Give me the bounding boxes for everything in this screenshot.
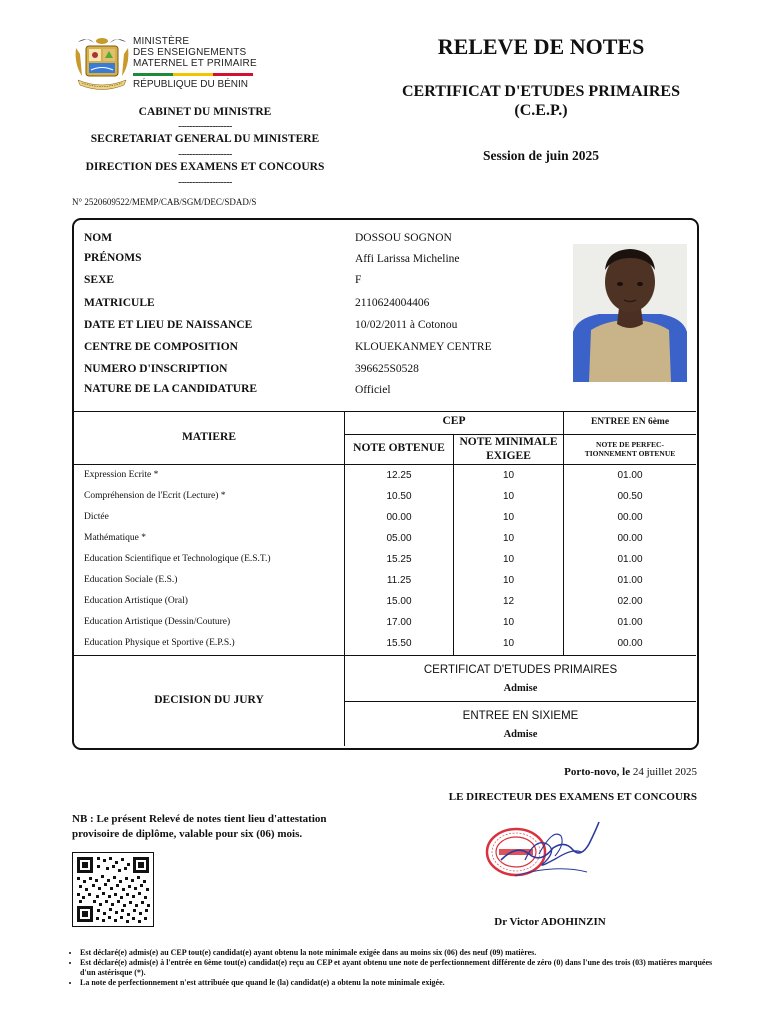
divider <box>73 464 696 465</box>
field-value-inscription: 396625S0528 <box>355 363 419 375</box>
perf-score-value: 01.00 <box>617 470 643 481</box>
divider <box>345 701 696 702</box>
subject-name: Expression Ecrite * <box>84 470 159 480</box>
place-prefix: Porto-novo, le <box>564 766 631 778</box>
header-matiere: MATIERE <box>181 431 237 443</box>
separator: ------------------- <box>178 149 232 160</box>
director-name: Dr Victor ADOHINZIN <box>494 916 606 928</box>
header-line: TIONNEMENT OBTENUE <box>584 449 676 458</box>
field-label-inscription: NUMERO D'INSCRIPTION <box>84 363 228 375</box>
header-note-obtenue: NOTE OBTENUE <box>353 442 445 454</box>
header-line: NOTE DE PERFEC- <box>596 440 664 449</box>
field-value-sexe: F <box>355 274 362 286</box>
certificate-title-line: (C.E.P.) <box>514 102 568 119</box>
republic-name: RÉPUBLIQUE DU BÉNIN <box>133 79 249 90</box>
score-value: 15.00 <box>386 596 412 607</box>
min-score-value: 10 <box>502 554 515 565</box>
certificate-title-line: CERTIFICAT D'ETUDES PRIMAIRES <box>401 83 680 100</box>
decision-label: DECISION DU JURY <box>154 694 264 706</box>
field-value-candidature: Officiel <box>355 384 391 396</box>
divider <box>73 411 696 412</box>
decision-sixth-result: Admise <box>503 729 538 740</box>
min-score-value: 10 <box>502 617 515 628</box>
divider <box>73 655 696 656</box>
footnotes-list <box>66 948 720 988</box>
ministry-line: MINISTÈRE <box>133 36 190 47</box>
decision-sixth-title: ENTREE EN SIXIEME <box>462 710 579 722</box>
min-score-value: 10 <box>502 512 515 523</box>
coat-of-arms-logo <box>72 34 132 92</box>
perf-score-value: 00.00 <box>617 512 643 523</box>
header-note-minimale <box>454 435 563 463</box>
subject-name: Education Artistique (Oral) <box>84 596 188 606</box>
min-score-value: 12 <box>502 596 515 607</box>
ministry-name <box>133 36 257 69</box>
score-value: 15.50 <box>386 638 412 649</box>
flag-green <box>133 73 173 76</box>
session-label: Session de juin 2025 <box>483 148 599 163</box>
score-value: 15.25 <box>386 554 412 565</box>
director-title: LE DIRECTEUR DES EXAMENS ET CONCOURS <box>448 791 697 803</box>
header-cep: CEP <box>442 415 466 427</box>
footnote-item: • Est déclaré(e) admis(e) à l'entrée en 6ème tout(e) candidat(e) reçu au CEP et ayant obtenu une note de perfectionnement différente de zéro (0) dans l'une des trois (03) matières marquées d'un astérisque (*). <box>80 958 720 978</box>
min-score-value: 10 <box>502 470 515 481</box>
separator: ------------------- <box>178 121 232 132</box>
field-label-naissance: DATE ET LIEU DE NAISSANCE <box>84 319 253 331</box>
nb-note <box>72 812 372 842</box>
reference-number: N° 2520609522/MEMP/CAB/SGM/DEC/SDAD/S <box>72 197 257 207</box>
min-score-value: 10 <box>502 638 515 649</box>
document-title: RELEVE DE NOTES <box>437 34 645 59</box>
score-value: 05.00 <box>386 533 412 544</box>
subject-name: Education Scientifique et Technologique (E.S.T.) <box>84 554 271 564</box>
subject-name: Mathématique * <box>84 533 146 543</box>
field-value-centre: KLOUEKANMEY CENTRE <box>355 341 492 353</box>
min-score-value: 10 <box>502 491 515 502</box>
footnote-item: • La note de perfectionnement n'est attribuée que quand le (la) candidat(e) a obtenu la note minimale exigée. <box>80 978 720 988</box>
footnote-item: • Est déclaré(e) admis(e) au CEP tout(e) candidat(e) ayant obtenu la note minimale exigée dans au moins six (06) des neuf (09) matières. <box>80 948 720 958</box>
field-label-prenoms: PRÉNOMS <box>84 252 142 264</box>
field-value-prenoms: Affi Larissa Micheline <box>355 253 460 265</box>
score-value: 12.25 <box>386 470 412 481</box>
field-label-candidature: NATURE DE LA CANDIDATURE <box>84 383 258 395</box>
flag-stripe <box>133 73 253 76</box>
header-line: NOTE MINIMALE <box>459 436 558 448</box>
subject-name: Education Physique et Sportive (E.P.S.) <box>84 638 235 648</box>
score-value: 11.25 <box>386 575 412 586</box>
header-line: EXIGEE <box>486 450 531 462</box>
subject-name: Dictée <box>84 512 109 522</box>
subject-name: Education Sociale (E.S.) <box>84 575 178 585</box>
field-value-naissance: 10/02/2011 à Cotonou <box>355 319 458 331</box>
field-label-centre: CENTRE DE COMPOSITION <box>84 341 238 353</box>
subject-name: Compréhension de l'Ecrit (Lecture) * <box>84 491 226 501</box>
decision-cep-result: Admise <box>503 683 538 694</box>
field-value-nom: DOSSOU SOGNON <box>355 232 452 244</box>
separator: ------------------- <box>178 177 232 188</box>
place-and-date <box>520 766 697 778</box>
field-value-matricule: 2110624004406 <box>355 297 430 309</box>
perf-score-value: 01.00 <box>617 617 643 628</box>
score-value: 00.00 <box>386 512 412 523</box>
score-value: 10.50 <box>386 491 412 502</box>
flag-red <box>213 73 253 76</box>
perf-score-value: 01.00 <box>617 575 643 586</box>
header-entree-6eme: ENTREE EN 6ème <box>590 417 670 427</box>
perf-score-value: 00.00 <box>617 638 643 649</box>
signature-date: 24 juillet 2025 <box>632 766 697 778</box>
direction-heading: DIRECTION DES EXAMENS ET CONCOURS <box>85 161 325 173</box>
field-label-nom: NOM <box>84 232 113 244</box>
min-score-value: 10 <box>502 533 515 544</box>
perf-score-value: 00.00 <box>617 533 643 544</box>
ministry-line: MATERNEL ET PRIMAIRE <box>133 58 257 69</box>
ministry-line: DES ENSEIGNEMENTS <box>133 47 247 58</box>
min-score-value: 10 <box>502 575 515 586</box>
candidate-photo <box>573 244 687 382</box>
subject-name: Education Artistique (Dessin/Couture) <box>84 617 231 627</box>
flag-yellow <box>173 73 213 76</box>
secretariat-heading: SECRETARIAT GENERAL DU MINISTERE <box>90 133 320 145</box>
cabinet-heading: CABINET DU MINISTRE <box>138 106 272 118</box>
certificate-title <box>380 82 702 120</box>
perf-score-value: 02.00 <box>617 596 643 607</box>
nb-note-line: provisoire de diplôme, valable pour six (06) mois. <box>72 828 303 840</box>
decision-cep-title: CERTIFICAT D'ETUDES PRIMAIRES <box>423 664 618 676</box>
field-label-sexe: SEXE <box>84 274 115 286</box>
director-signature <box>495 814 605 894</box>
score-value: 17.00 <box>386 617 412 628</box>
perf-score-value: 01.00 <box>617 554 643 565</box>
nb-note-line: NB : Le présent Relevé de notes tient lieu d'attestation <box>72 813 327 825</box>
qr-code <box>72 852 154 927</box>
perf-score-value: 00.50 <box>617 491 643 502</box>
header-note-perfectionnement <box>564 440 696 458</box>
field-label-matricule: MATRICULE <box>84 297 155 309</box>
